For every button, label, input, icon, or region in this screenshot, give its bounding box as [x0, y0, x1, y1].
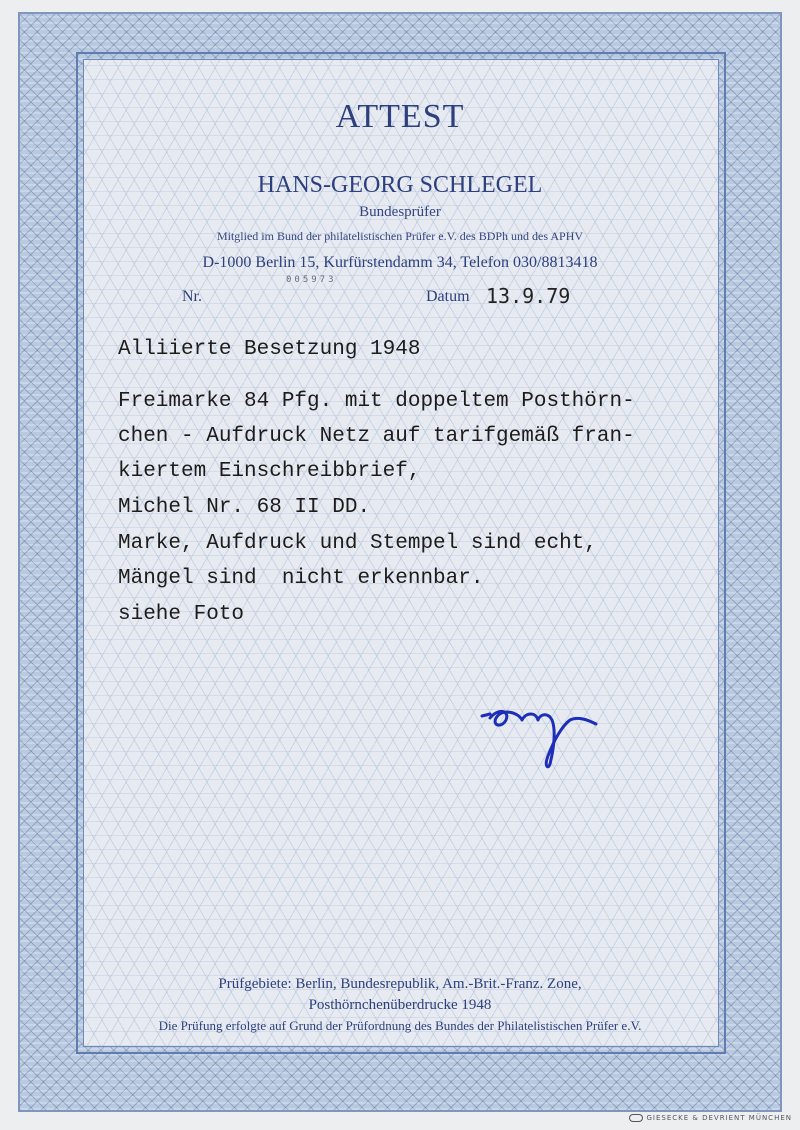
- body-line-photo: siehe Foto: [118, 603, 245, 626]
- footer-overprints: Posthörnchenüberdrucke 1948: [308, 997, 492, 1013]
- examiner-role: Bundesprüfer: [359, 204, 441, 220]
- address-line: D-1000 Berlin 15, Kurfürstendamm 34, Telefon 030/8813418: [202, 254, 598, 271]
- body-line-issue: Alliierte Besetzung 1948: [118, 338, 421, 361]
- certificate-title: ATTEST: [335, 98, 465, 135]
- body-line-defects: Mängel sind nicht erkennbar.: [118, 567, 484, 590]
- handwritten-signature: [478, 690, 618, 780]
- printer-imprint: [629, 1114, 793, 1122]
- body-line-stamp-2: chen - Aufdruck Netz auf tarifgemäß fran-: [118, 425, 635, 448]
- examiner-name: HANS-GEORG SCHLEGEL: [257, 172, 543, 198]
- footer-exam-areas: Prüfgebiete: Berlin, Bundesrepublik, Am.-Brit.-Franz. Zone,: [218, 976, 582, 992]
- printer-label: GIESECKE & DEVRIENT MÜNCHEN: [646, 1114, 792, 1122]
- membership-line: Mitglied im Bund der philatelistischen Prüfer e.V. des BDPh und des APHV: [216, 229, 584, 243]
- body-line-catalog: Michel Nr. 68 II DD.: [118, 496, 371, 519]
- body-line-genuine: Marke, Aufdruck und Stempel sind echt,: [118, 532, 597, 555]
- signature-stroke: [490, 711, 596, 766]
- datum-label: Datum: [426, 288, 470, 305]
- printer-logo-icon: [629, 1114, 643, 1122]
- nr-label: Nr.: [182, 288, 202, 305]
- body-line-stamp-3: kiertem Einschreibbrief,: [118, 460, 421, 483]
- footer-exam-rules: Die Prüfung erfolgte auf Grund der Prüfordnung des Bundes der Philatelistischen Prüfer e.V.: [158, 1018, 642, 1033]
- signature-dash: [482, 714, 490, 716]
- body-line-stamp-1: Freimarke 84 Pfg. mit doppeltem Posthörn-: [118, 390, 635, 413]
- datum-value: 13.9.79: [486, 284, 571, 308]
- stamped-number: 005973: [286, 275, 337, 285]
